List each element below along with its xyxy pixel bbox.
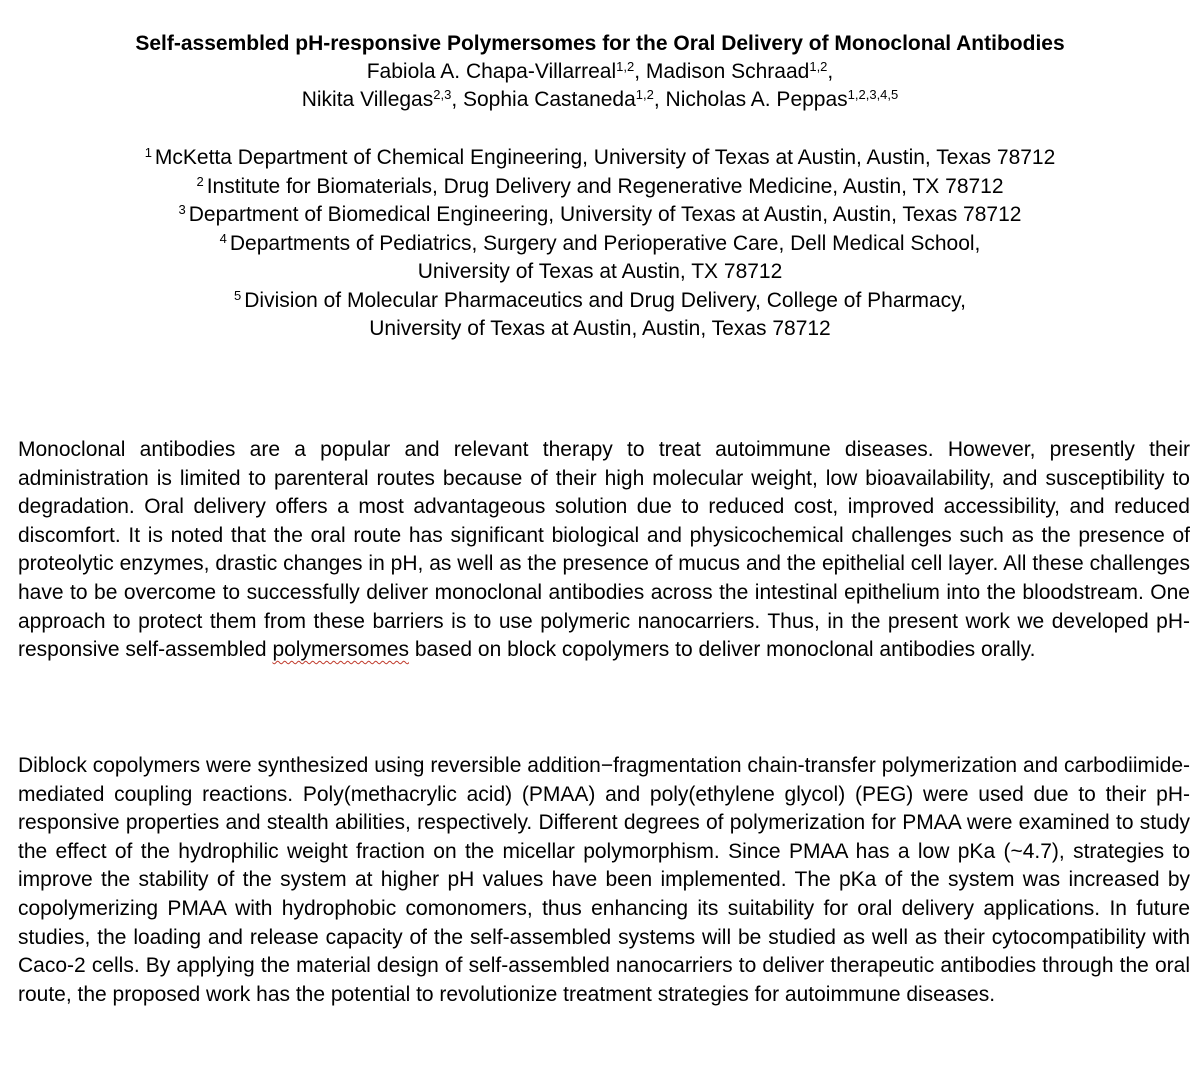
affiliation-1 <box>0 144 1200 173</box>
affiliation-5 <box>0 287 1200 316</box>
abstract-paragraph-1 <box>18 436 1190 665</box>
author-line-2 <box>0 86 1200 114</box>
affiliation-number: 3 <box>178 202 186 217</box>
affiliation-text: Institute for Biomaterials, Drug Delivery and Regenerative Medicine, Austin, TX 78712 <box>206 174 1004 198</box>
affiliation-text: Departments of Pediatrics, Surgery and Perioperative Care, Dell Medical School, <box>229 231 981 255</box>
affiliation-number: 1 <box>144 145 152 160</box>
author-affil-marker: 1,2 <box>635 87 654 102</box>
affiliation-4-continued: University of Texas at Austin, TX 78712 <box>417 260 783 283</box>
paragraph-text: Monoclonal antibodies are a popular and relevant therapy to treat autoimmune diseases. However, presently their administration is limited to parenteral routes because of their high molecular weight, low bioavailability, and susceptibility to degradation. Oral delivery offers a most advantageous solution due to reduced cost, improved accessibility, and reduced discomfort. It is noted that the oral route has significant biological and physicochemical challenges such as the presence of proteolytic enzymes, drastic changes in pH, as well as the presence of mucus and the epithelial cell layer. All these challenges have to be overcome to successfully deliver monoclonal antibodies across the intestinal epithelium into the bloodstream. One approach to protect them from these barriers is to use polymeric nanocarriers. Thus, in the present work we developed pH-responsive self-assembled <box>18 438 1190 662</box>
affiliation-number: 5 <box>234 287 242 303</box>
affiliation-5-continued: University of Texas at Austin, Austin, Texas 78712 <box>369 317 831 340</box>
paper-title: Self-assembled pH-responsive Polymersomes for the Oral Delivery of Monoclonal Antibodies <box>135 32 1065 55</box>
author-affil-marker: 1,2 <box>616 59 635 74</box>
author-separator: , <box>634 60 646 83</box>
affiliations <box>0 144 1200 344</box>
affiliation-text: Division of Molecular Pharmaceutics and Drug Delivery, College of Pharmacy, <box>244 288 966 312</box>
author-affil-marker: 1,2,3,4,5 <box>847 87 899 102</box>
paper-header <box>0 30 1200 114</box>
affiliation-number: 4 <box>219 230 227 246</box>
affiliation-text: McKetta Department of Chemical Engineering, University of Texas at Austin, Austin, Texas 78712 <box>154 146 1056 169</box>
author-name: Fabiola A. Chapa-Villarreal <box>366 60 617 83</box>
abstract-paragraph-2: Diblock copolymers were synthesized using reversible addition−fragmentation chain-transfer polymerization and carbodiimide-mediated coupling reactions. Poly(methacrylic acid) (PMAA) and poly(ethylene glycol) (PEG) were used due to their pH-responsive properties and stealth abilities, respectively. Different degrees of polymerization for PMAA were examined to study the effect of the hydrophilic weight fraction on the micellar polymorphism. Since PMAA has a low pKa (~4.7), strategies to improve the stability of the system at higher pH values have been implemented. The pKa of the system was increased by copolymerizing PMAA with hydrophobic comonomers, thus enhancing its suitability for oral delivery applications. In future studies, the loading and release capacity of the self-assembled systems will be studied as well as their cytocompatibility with Caco-2 cells. By applying the material design of self-assembled nanocarriers to deliver therapeutic antibodies through the oral route, the proposed work has the potential to revolutionize treatment strategies for autoimmune diseases. <box>18 754 1190 1006</box>
author-name: Nikita Villegas <box>301 88 434 111</box>
author-separator: , <box>653 88 666 111</box>
affiliation-2 <box>0 173 1200 202</box>
spellcheck-flagged-word[interactable]: polymersomes <box>272 638 409 662</box>
author-name: Nicholas A. Peppas <box>665 88 848 111</box>
author-separator: , <box>827 60 834 83</box>
affiliation-number: 2 <box>196 173 204 189</box>
affiliation-4 <box>0 230 1200 259</box>
author-affil-marker: 1,2 <box>809 59 828 74</box>
author-line-1 <box>0 58 1200 86</box>
author-name: Madison Schraad <box>645 60 810 83</box>
author-affil-marker: 2,3 <box>433 87 452 102</box>
affiliation-3 <box>0 201 1200 230</box>
author-separator: , <box>451 88 463 111</box>
affiliation-text: Department of Biomedical Engineering, University of Texas at Austin, Austin, Texas 78712 <box>188 203 1022 226</box>
author-name: Sophia Castaneda <box>462 88 636 111</box>
paragraph-text: based on block copolymers to deliver monoclonal antibodies orally. <box>409 638 1036 662</box>
